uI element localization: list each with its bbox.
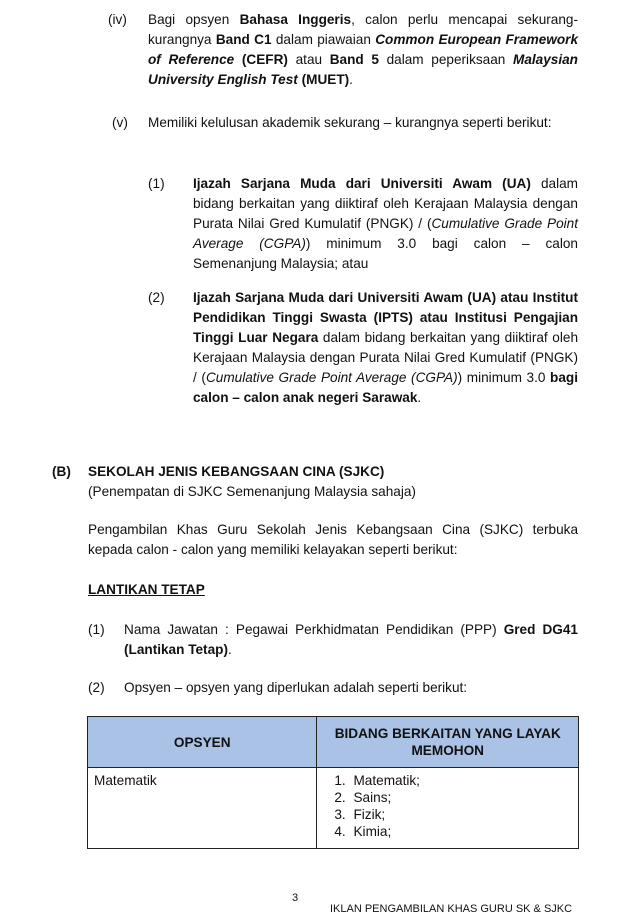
list-item: 3. Fizik; xyxy=(349,806,572,823)
item-v-text: Memiliki kelulusan akademik sekurang – kurangnya seperti berikut: xyxy=(148,115,552,130)
table-cell-bidang xyxy=(317,768,579,849)
opsyen-table xyxy=(87,716,579,849)
item-iv-marker: (iv) xyxy=(108,12,127,27)
sub-2-marker: (2) xyxy=(148,290,165,305)
item-iv-text: Bagi opsyen Bahasa Inggeris, calon perlu mencapai sekurang-kurangnya Band C1 dalam piawaian Common European Framework of Reference (CEFR) atau Band 5 dalam peperiksaan Malaysian University English Test (MUET). xyxy=(148,12,579,87)
section-b-marker: (B) xyxy=(52,464,71,479)
item-2-text: Opsyen – opsyen yang diperlukan adalah seperti berikut: xyxy=(124,680,468,695)
sub-1-text: Ijazah Sarjana Muda dari Universiti Awam (UA) dalam bidang berkaitan yang diiktiraf oleh Kerajaan Malaysia dengan Purata Nilai Gred Kumulatif (PNGK) / (Cumulative Grade Point Average (CGPA)) minimum 3.0 bagi calon – calon Semenanjung Malaysia; atau xyxy=(193,176,578,271)
item-1-marker: (1) xyxy=(88,622,105,637)
item-v-marker: (v) xyxy=(112,115,128,130)
section-b-subtitle: (Penempatan di SJKC Semenanjung Malaysia sahaja) xyxy=(88,484,416,499)
item-1-text: Nama Jawatan : Pegawai Perkhidmatan Pendidikan (PPP) Gred DG41 (Lantikan Tetap). xyxy=(124,622,578,657)
sub-1-marker: (1) xyxy=(148,176,165,191)
item-2-marker: (2) xyxy=(88,680,105,695)
table-header-opsyen: OPSYEN xyxy=(88,717,317,768)
section-b-title: SEKOLAH JENIS KEBANGSAAN CINA (SJKC) xyxy=(88,464,385,479)
list-item: 4. Kimia; xyxy=(349,823,572,840)
footer-title: IKLAN PENGAMBILAN KHAS GURU SK & SJKC xyxy=(330,903,573,915)
table-header-bidang: BIDANG BERKAITAN YANG LAYAK MEMOHON xyxy=(317,717,579,768)
table-row xyxy=(88,768,579,849)
list-item: 2. Sains; xyxy=(349,789,572,806)
sub-2-text: Ijazah Sarjana Muda dari Universiti Awam (UA) atau Institut Pendidikan Tinggi Swasta (IPTS) atau Institusi Pengajian Tinggi Luar Negara dalam bidang berkaitan yang diiktiraf oleh Kerajaan Malaysia dengan Purata Nilai Gred Kumulatif (PNGK) / (Cumulative Grade Point Average (CGPA)) minimum 3.0 bagi calon – calon anak negeri Sarawak. xyxy=(193,290,579,405)
section-b-intro: Pengambilan Khas Guru Sekolah Jenis Kebangsaan Cina (SJKC) terbuka kepada calon - calon yang memiliki kelayakan seperti berikut: xyxy=(88,522,578,557)
table-cell-opsyen: Matematik xyxy=(88,768,317,849)
page-number: 3 xyxy=(292,892,299,904)
list-item: 1. Matematik; xyxy=(349,772,572,789)
lantikan-tetap-heading: LANTIKAN TETAP xyxy=(88,582,205,597)
table-header-row xyxy=(88,717,579,768)
